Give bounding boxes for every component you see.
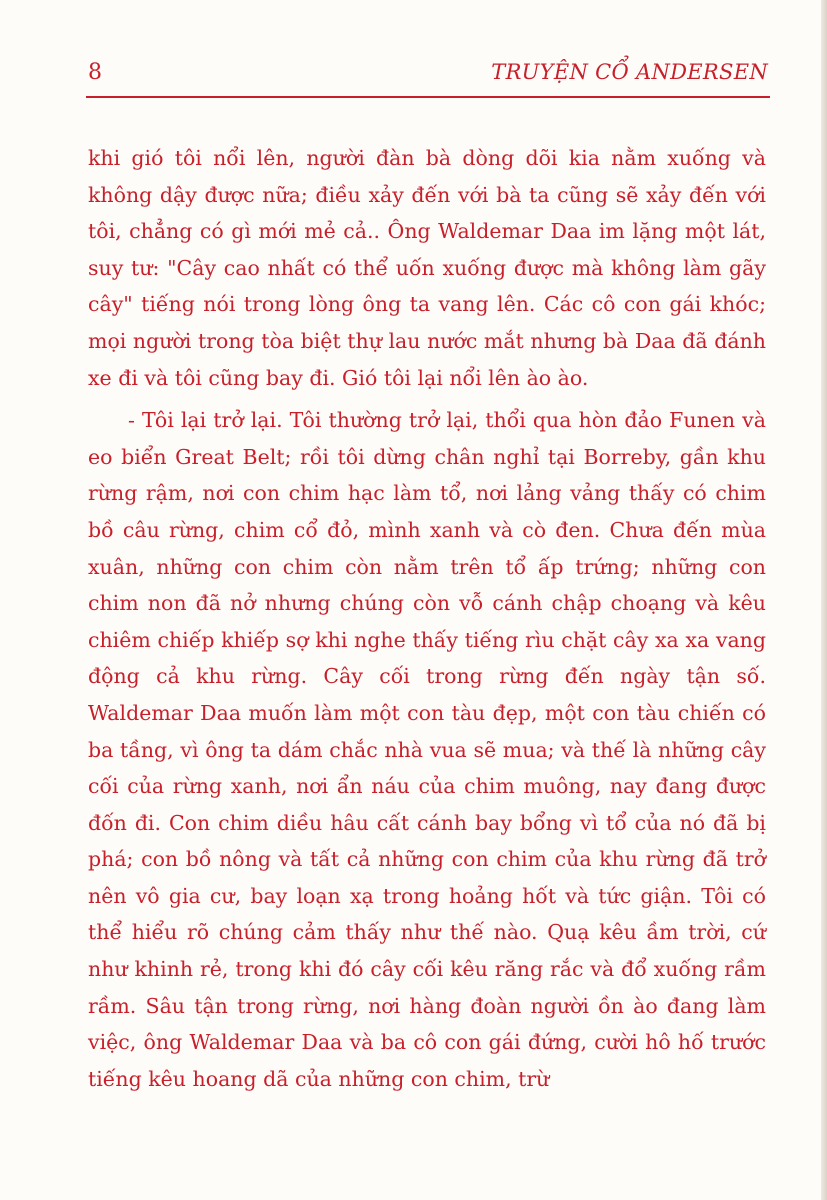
page-number: 8 [88, 60, 102, 85]
body-text [88, 140, 766, 1097]
paragraph-2: - Tôi lại trở lại. Tôi thường trở lại, thổi qua hòn đảo Funen và eo biển Great Belt; rồi tôi dừng chân nghỉ tại Borreby, gần khu rừng rậm, nơi con chim hạc làm tổ, nơi lảng vảng thấy có chim bồ câu rừng, chim cổ đỏ, mình xanh và cò đen. Chưa đến mùa xuân, những con chim còn nằm trên tổ ấp trứng; những con chim non đã nở nhưng chúng còn vỗ cánh chập choạng và kêu chiêm chiếp khiếp sợ khi nghe thấy tiếng rìu chặt cây xa xa vang động cả khu rừng. Cây cối trong rừng đến ngày tận số. Waldemar Daa muốn làm một con tàu đẹp, một con tàu chiến có ba tầng, vì ông ta dám chắc nhà vua sẽ mua; và thế là những cây cối của rừng xanh, nơi ẩn náu của chim muông, nay đang được đốn đi. Con chim diều hâu cất cánh bay bổng vì tổ của nó đã bị phá; con bồ nông và tất cả những con chim của khu rừng đã trở nên vô gia cư, bay loạn xạ trong hoảng hốt và tức giận. Tôi có thể hiểu rõ chúng cảm thấy như thế nào. Quạ kêu ầm trời, cứ như khinh rẻ, trong khi đó cây cối kêu răng rắc và đổ xuống rầm rầm. Sâu tận trong rừng, nơi hàng đoàn người ồn ào đang làm việc, ông Waldemar Daa và ba cô con gái đứng, cười hô hố trước tiếng kêu hoang dã của những con chim, trừ [88, 408, 766, 1091]
header-rule [86, 96, 770, 98]
page-edge [821, 0, 827, 1200]
running-title: TRUYỆN CỔ ANDERSEN [491, 60, 768, 84]
page-header [88, 60, 768, 96]
paragraph-1: khi gió tôi nổi lên, người đàn bà dòng dõi kia nằm xuống và không dậy được nữa; điều xảy đến với bà ta cũng sẽ xảy đến với tôi, chẳng có gì mới mẻ cả.. Ông Waldemar Daa im lặng một lát, suy tư: "Cây cao nhất có thể uốn xuống được mà không làm gãy cây" tiếng nói trong lòng ông ta vang lên. Các cô con gái khóc; mọi người trong tòa biệt thự lau nước mắt nhưng bà Daa đã đánh xe đi và tôi cũng bay đi. Gió tôi lại nổi lên ào ào. [88, 146, 766, 390]
